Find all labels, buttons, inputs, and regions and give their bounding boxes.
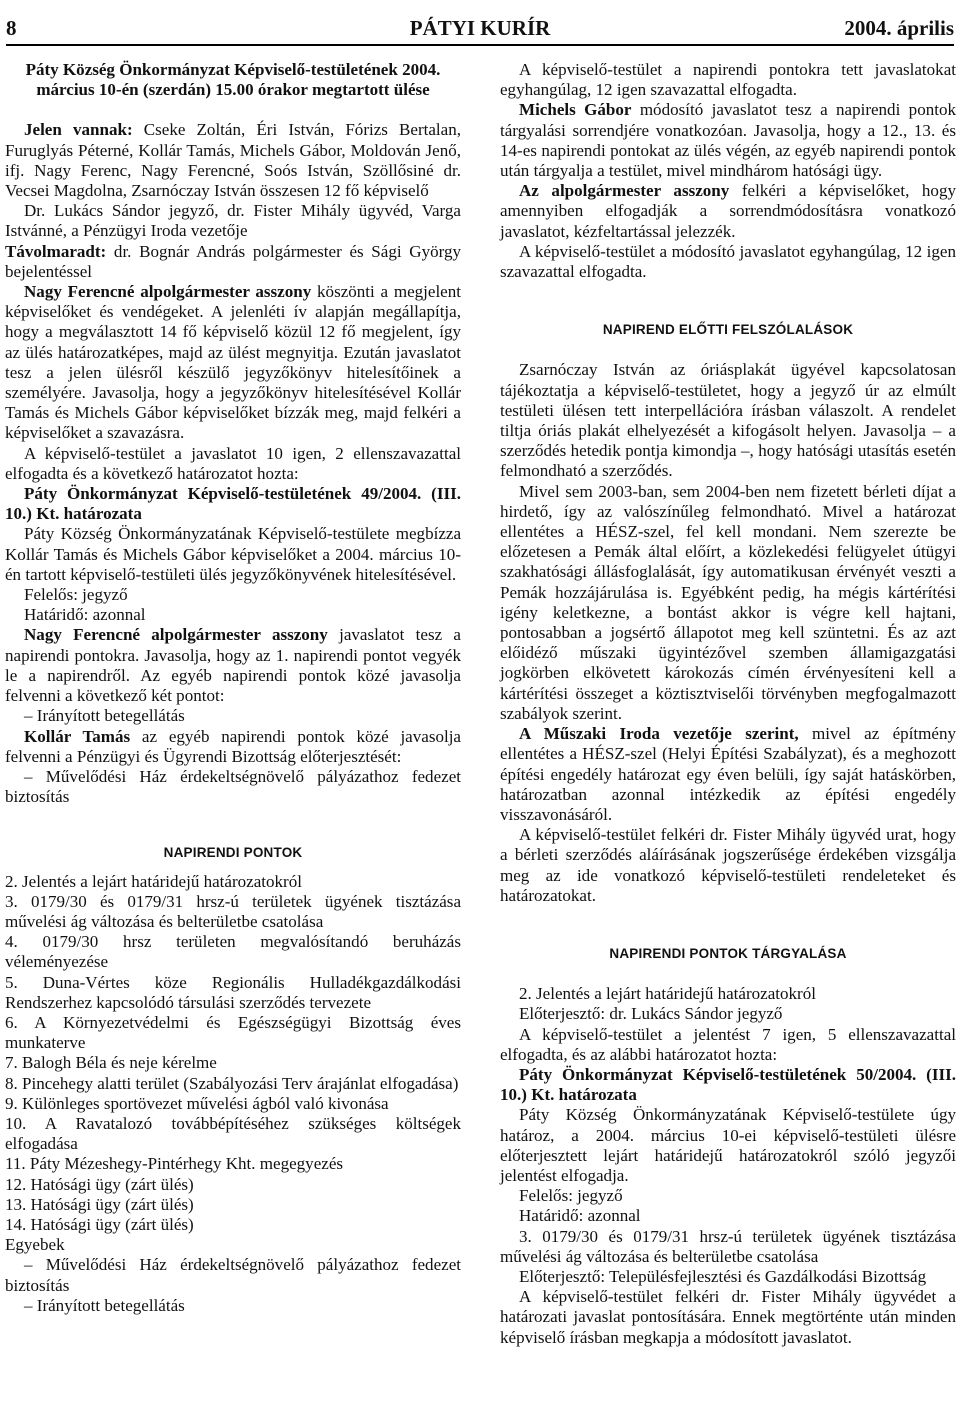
- meeting-title-line2: március 10-én (szerdán) 15.00 órakor megtartott ülése: [36, 80, 430, 100]
- issue-date: 2004. április: [844, 16, 954, 40]
- present-paragraph: [5, 120, 461, 201]
- agenda-item: 13. Hatósági ügy (zárt ülés): [5, 1194, 194, 1214]
- spacer: [500, 282, 956, 320]
- order-accepted-paragraph: A képviselő-testület a módosító javaslatot egyhangúlag, 12 igen szavazattal elfogadta.: [500, 241, 956, 282]
- absent-paragraph: [5, 242, 461, 282]
- page-number: 8: [6, 16, 17, 40]
- agenda-item: 11. Páty Mézeshegy-Pintérhegy Kht. megegyezés: [5, 1154, 344, 1174]
- resolution-50-text: Páty Község Önkormányzatának Képviselő-testülete úgy határoz, a 2004. március 10-ei képviselő-testületi ülésre előterjesztett lejárt határidejű határozatokról szóló jegyzői jelentést elfogadja.: [500, 1105, 956, 1185]
- opening-speaker: Nagy Ferencné alpolgármester asszony: [24, 282, 312, 302]
- michels-speaker: Michels Gábor: [519, 100, 632, 120]
- agenda-accepted-paragraph: A képviselő-testület a napirendi pontokra tett javaslatokat egyhangúlag, 12 igen szavazattal elfogadta.: [500, 60, 956, 100]
- resolution-49-title: [5, 484, 461, 524]
- spacer: [500, 964, 956, 984]
- absent-text: dr. Bognár András polgármester és Sági György bejelentéssel: [5, 241, 461, 281]
- agenda-item: 5. Duna-Vértes köze Regionális Hulladékgazdálkodási Rendszerhez kapcsolódó társulási szerződés tervezete: [5, 972, 461, 1012]
- resolution-49-text: Páty Község Önkormányzatának Képviselő-testülete megbízza Kollár Tamás és Michels Gábor képviselőket a 2004. március 10-én tartott képviselő-testületi ülés jegyzőkönyvének hitelesítésével.: [5, 524, 461, 584]
- discussion-heading: NAPIRENDI PONTOK TÁRGYALÁSA: [609, 945, 847, 961]
- item-2-title: 2. Jelentés a lejárt határidejű határozatokról: [519, 984, 816, 1004]
- technical-office-speaker: A Műszaki Iroda vezetője szerint,: [519, 724, 799, 744]
- kollar-proposal-text: az egyéb napirendi pontok közé javasolja felvenni a Pénzügyi és Ügyrendi Bizottság előterjesztését:: [5, 726, 461, 766]
- agenda-proposal-paragraph: [5, 625, 461, 706]
- agenda-proposal-speaker: Nagy Ferencné alpolgármester asszony: [24, 625, 328, 645]
- rent-paragraph: Mivel sem 2003-ban, sem 2004-ben nem fizetett bérleti díjat a hirdető, így az valószínűleg felmondható. Mivel a határozat ellentétes a HÉSZ-szel, fel kell mondani. Nem szerezte be előzetesen a Pemák által előírt, a közlekedési felügyelet útügyi szakhatósági állásfoglalását, így automatikusan érvényét veszti a Pemák hozzájárulása is. Egyébként pedig, ha mégis kártérítési igény keletkezne, a bontást akkor is végre kell hajtani, pontosabban a jogsértő állapotot meg kell szüntetni. És az azt előidéző műszaki ügyintézővel szemben államigazgatási jogkörben elkövetett károkozás címén érvényesíteni kell a kártérítési összeget a köztisztviselői törvényben megfogalmazott szabályok szerint.: [500, 481, 956, 723]
- agenda-item: 3. 0179/30 és 0179/31 hrsz-ú területek ügyének tisztázása művelési ág változása és belterületbe csatolása: [5, 891, 461, 931]
- vote-paragraph: A képviselő-testület a javaslatot 10 igen, 2 ellenszavazattal elfogadta és a következő határozatot hozta:: [5, 443, 461, 483]
- spacer: [5, 864, 461, 872]
- technical-office-text: mivel az építmény ellentétes a HÉSZ-szel (Helyi Építési Szabályzat), és a meghozott építési engedély határozat egy éven belüli, így saját hatáskörben, határozatban azonnal intézkedik az építési engedély visszavonásáról.: [500, 724, 956, 824]
- item-2-vote: A képviselő-testület a jelentést 7 igen, 5 ellenszavazattal elfogadta, és az alábbi határozatot hozta:: [500, 1024, 956, 1064]
- resolution-49-responsible: Felelős: jegyző: [24, 585, 128, 605]
- agenda-item: 14. Hatósági ügy (zárt ülés): [5, 1214, 194, 1234]
- item-2-presenter: Előterjesztő: dr. Lukács Sándor jegyző: [519, 1004, 783, 1024]
- vice-mayor-text: felkéri a képviselőket, hogy amennyiben elfogadják a sorrendmódosításra vonatkozó javaslatot, kézfeltartással jelezzék.: [500, 181, 956, 241]
- agenda-item: 8. Pincehegy alatti terület (Szabályozási Terv árajánlat elfogadása): [5, 1073, 459, 1093]
- item-3-presenter: Előterjesztő: Településfejlesztési és Gazdálkodási Bizottság: [519, 1266, 927, 1286]
- agenda-item: 4. 0179/30 hrsz területen megvalósítandó beruházás véleményezése: [5, 932, 461, 972]
- publication-title: PÁTYI KURÍR: [409, 16, 551, 40]
- kollar-proposal-speaker: Kollár Tamás: [24, 726, 131, 746]
- resolution-50-title-text: Páty Önkormányzat Képviselő-testületének 50/2004. (III. 10.) Kt. határozata: [500, 1064, 956, 1105]
- spacer: [5, 807, 461, 843]
- michels-proposal-paragraph: [500, 100, 956, 181]
- agenda-item: 6. A Környezetvédelmi és Egészségügyi Bizottság éves munkaterve: [5, 1012, 461, 1053]
- agenda-heading: NAPIRENDI PONTOK: [163, 845, 303, 861]
- agenda-item: 12. Hatósági ügy (zárt ülés): [5, 1174, 194, 1194]
- meeting-title-line1: Páty Község Önkormányzat Képviselő-testületének 2004.: [25, 60, 441, 79]
- absent-label: Távolmaradt:: [5, 241, 107, 261]
- left-column: [5, 60, 461, 1316]
- spacer: [500, 906, 956, 944]
- present-list: Cseke Zoltán, Éri István, Fórizs Bertalan, Furuglyás Péterné, Kollár Tamás, Michels Gábor, Moldován Jenő, ifj. Nagy Ferenc, Nagy Ferencné, Soós István, Szöllősiné dr. Vecsei Magdolna, Zsarnóczay István összesen 12 fő képviselő: [5, 120, 461, 201]
- resolution-50-deadline: Határidő: azonnal: [519, 1206, 641, 1226]
- michels-text: módosító javaslatot tesz a napirendi pontok tárgyalási sorrendjére vonatkozóan. Javasolja, hogy a 12., 13. és 14-es napirendi pontokat az ülés végén, az egyéb napirendi pontok után tárgyalja a testület, mivel mindhárom hatósági ügy.: [500, 100, 956, 181]
- vice-mayor-request-paragraph: [500, 181, 956, 242]
- vice-mayor-speaker: Az alpolgármester asszony: [519, 181, 730, 201]
- spacer: [5, 100, 461, 120]
- spacer: [500, 340, 956, 360]
- opening-text: köszönti a megjelent képviselőket és vendégeket. A jelenléti ív alapján megállapítja, hogy a megválasztott 14 fő képviselő közül 12 fő megjelent, így az ülés határozatképes, majd az ülést megnyitja. Ezután javaslatot tesz a jelen ülésről készülő jegyzőkönyv hitelesítőinek a személyére. Javasolja, hogy a jegyzőkönyv hitelesítésével Kollár Tamás és Michels Gábor képviselőket bízzák meg, majd felkéri a képviselőket a szavazásra.: [5, 282, 461, 443]
- pre-agenda-heading: NAPIREND ELŐTTI FELSZÓLALÁSOK: [602, 322, 854, 338]
- agenda-item: Egyebek: [5, 1235, 65, 1255]
- page-header: [6, 14, 954, 46]
- present-label: Jelen vannak:: [24, 120, 133, 140]
- resolution-50-title: [500, 1065, 956, 1105]
- other-item: – Művelődési Ház érdekeltségnövelő pályázathoz fedezet biztosítás: [5, 1255, 461, 1295]
- other-item: – Irányított betegellátás: [24, 1295, 185, 1315]
- meeting-title: [5, 60, 461, 100]
- item-3-title: 3. 0179/30 és 0179/31 hrsz-ú területek ügyének tisztázása művelési ág változása és belterületbe csatolása: [500, 1226, 956, 1266]
- kollar-proposal-item: – Művelődési Ház érdekeltségnövelő pályázathoz fedezet biztosítás: [5, 766, 461, 807]
- agenda-proposal-text: javaslatot tesz a napirendi pontokra. Javasolja, hogy az 1. napirendi pontot vegyék le a napirendről. Az egyéb napirendi pontok közé javasolja felvenni a következő két pontot:: [5, 625, 461, 706]
- technical-office-paragraph: [500, 724, 956, 825]
- agenda-item: 2. Jelentés a lejárt határidejű határozatokról: [5, 871, 302, 891]
- kollar-proposal-paragraph: [5, 727, 461, 767]
- resolution-50-responsible: Felelős: jegyző: [519, 1186, 623, 1206]
- agenda-item: 7. Balogh Béla és neje kérelme: [5, 1053, 217, 1073]
- lawyer-request-paragraph: A képviselő-testület felkéri dr. Fister Mihály ügyvéd urat, hogy a bérleti szerződés aláírásának jogszerűsége érdekében vizsgálja meg az ide vonatkozó képviselő-testületi rendeleteket és határozatokat.: [500, 825, 956, 905]
- billboard-paragraph: Zsarnóczay István az óriásplakát ügyével kapcsolatosan tájékoztatja a képviselő-testületet, hogy a jegyző úr az elmúlt testületi ülésen tett interpellációra írásban válaszolt. A rendelet tiltja óriás plakát elhelyezését a kifogásolt helyen. Javasolja – a szerződés hetedik pontja kimondja –, hogy hatósági utasítás esetén felmondható a szerződés.: [500, 360, 956, 481]
- item-3-request: A képviselő-testület felkéri dr. Fister Mihály ügyvédet a határozati javaslat pontosítására. Ennek megtörténte után minden képviselő írásban megkapja a módosított javaslatot.: [500, 1287, 956, 1347]
- resolution-49-title-text: Páty Önkormányzat Képviselő-testületének 49/2004. (III. 10.) Kt. határozata: [5, 484, 461, 524]
- also-present-paragraph: Dr. Lukács Sándor jegyző, dr. Fister Mihály ügyvéd, Varga Istvánné, a Pénzügyi Iroda vezetője: [5, 201, 461, 241]
- agenda-item: 10. A Ravatalozó továbbépítéséhez szükséges költségek elfogadása: [5, 1113, 461, 1154]
- agenda-item: 9. Különleges sportövezet művelési ágból való kivonása: [5, 1093, 389, 1113]
- opening-paragraph: [5, 282, 461, 444]
- resolution-49-deadline: Határidő: azonnal: [24, 605, 146, 625]
- agenda-proposal-item: – Irányított betegellátás: [24, 706, 185, 726]
- right-column: [500, 60, 956, 1348]
